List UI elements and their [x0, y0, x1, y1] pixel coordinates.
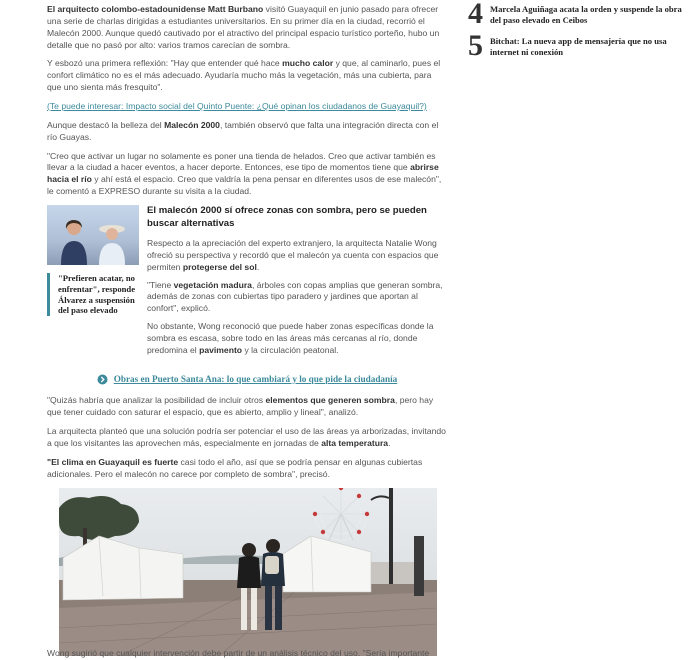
paragraph — [47, 395, 447, 419]
text: , también observó que falta una integración directa con el río Guayas. — [47, 119, 439, 142]
paragraph — [47, 4, 447, 51]
bold-text: elementos que generen sombra — [265, 395, 395, 406]
person-figure-icon — [59, 217, 89, 265]
paragraph — [47, 58, 447, 94]
bold-text: Malecón 2000 — [164, 119, 220, 130]
malecon-photo-illustration — [59, 488, 437, 656]
most-read-sidebar — [468, 0, 688, 64]
text: , pero hay que tener cuidado con saturar el espacio, que es abierto, amplio y lineal", analizó. — [47, 395, 434, 418]
article-figure — [47, 488, 447, 660]
bold-text: "El clima en Guayaquil es fuerte — [47, 456, 179, 467]
paragraph — [147, 321, 447, 357]
text: "Creo que activar un lugar no solamente es poner una tienda de helados. Creo que activar también es llevar a la ciudad a hacer eventos, a hacer deporte. Entonces, ese tipo de momentos tiene que — [47, 150, 436, 173]
text: Respecto a la apreciación del experto extranjero, la arquitecta Natalie Wong ofreció su perspectiva y recordó que el malecón ya cuenta con espacios que permiten — [147, 237, 439, 272]
related-section — [47, 205, 447, 363]
paragraph — [47, 120, 447, 144]
text: . — [388, 437, 391, 448]
bold-text: protegerse del sol — [182, 261, 257, 272]
text: casi todo el año, así que se podría pensar en algunas cubiertas adicionales. Pero el malecón no carece por completo de sombra", precisó. — [47, 456, 423, 479]
chevron-circle-icon — [97, 374, 108, 385]
paragraph — [147, 238, 447, 274]
bold-text: mucho calor — [282, 58, 334, 69]
most-read-item-5[interactable] — [468, 29, 688, 62]
rank-number: 4 — [468, 0, 483, 30]
related-link-text[interactable]: Obras en Puerto Santa Ana: lo que cambiará y lo que pide la ciudadanía — [113, 373, 398, 384]
paragraph — [47, 426, 447, 450]
most-read-title[interactable]: Marcela Aguiñaga acata la orden y suspende la obra del paso elevado en Ceibos — [490, 4, 682, 25]
related-link-puerto-santa-ana[interactable] — [47, 373, 447, 386]
most-read-item-4[interactable] — [468, 0, 688, 30]
text: "Quizás habría que analizar la posibilidad de incluir otros — [47, 395, 266, 406]
rank-number: 5 — [468, 29, 483, 62]
paragraph — [47, 151, 447, 198]
text: y ahí está el espacio. Creo que valdría la pena pensar en diferentes usos de ese malecón", le comentó a EXPRESO durante su visita a la ciudad. — [47, 174, 442, 197]
text: La arquitecta planteó que una solución podría ser potenciar el uso de las áreas ya arborizadas, invitando a que los visitantes las aprovechen más, especialmente en jornadas de — [47, 426, 446, 448]
text: . — [256, 261, 260, 272]
text: No obstante, Wong reconoció que puede haber zonas específicas donde la sombra es escasa, sobre todo en las áreas más cercanas al río, donde predomina el — [147, 321, 434, 355]
paragraph — [47, 457, 447, 481]
paragraph: Wong sugirió que cualquier intervención debe partir de un análisis técnico del uso. "Sería importante — [47, 648, 430, 658]
text: "Tiene — [147, 279, 174, 290]
section-content — [139, 205, 447, 363]
article-body — [47, 0, 447, 660]
bold-text: pavimento — [199, 344, 243, 355]
bold-text: abrirse hacia el río — [47, 162, 439, 185]
related-photo[interactable] — [47, 205, 139, 265]
related-quote-title[interactable]: "Prefieren acatar, no enfrentar", responde Álvarez a suspensión del paso elevado — [47, 273, 139, 316]
text: y que, al caminarlo, pues el confort climático no es el más adecuado. Ayudaría mucho más la vegetación, más una cubierta, para que uno sienta más fresquito". — [47, 58, 441, 93]
article-photo[interactable] — [59, 488, 437, 656]
bold-text: alta temperatura — [321, 437, 389, 448]
text: y la circulación peatonal. — [242, 344, 339, 355]
person-figure-icon — [97, 221, 127, 265]
bold-text: El arquitecto colombo-estadounidense Matt Burbano — [47, 4, 264, 14]
text: , árboles con copas amplias que generan sombra, además de zonas con cubiertas tipo paradero y jardines que aportan al confort", explicó. — [147, 279, 443, 314]
paragraph — [147, 280, 447, 316]
bold-text: vegetación madura — [173, 279, 252, 290]
text: Aunque destacó la belleza del — [47, 119, 165, 130]
related-link-quinto-puente[interactable]: (Te puede interesar: Impacto social del Quinto Puente: ¿Qué opinan los ciudadanos de Guayaquil?) — [47, 101, 427, 112]
text: Y esbozó una primera reflexión: "Hay que entender qué hace — [47, 58, 283, 69]
text: visitó Guayaquil en junio pasado para ofrecer una serie de charlas dirigidas a estudiantes universitarios. En su primer día en la ciudad, recorrió el Malecón 2000. Aunque quedó cautivado por el atractivo del principal espacio turístico porteño, hubo un detalle que no pasó por alto: varios tramos carecían de sombra. — [47, 4, 440, 50]
most-read-title[interactable]: Bitchat: La nueva app de mensajería que no usa internet ni conexión — [490, 36, 667, 57]
section-heading: El malecón 2000 sí ofrece zonas con sombra, pero se pueden buscar alternativas — [147, 205, 427, 229]
related-card[interactable] — [47, 205, 139, 363]
